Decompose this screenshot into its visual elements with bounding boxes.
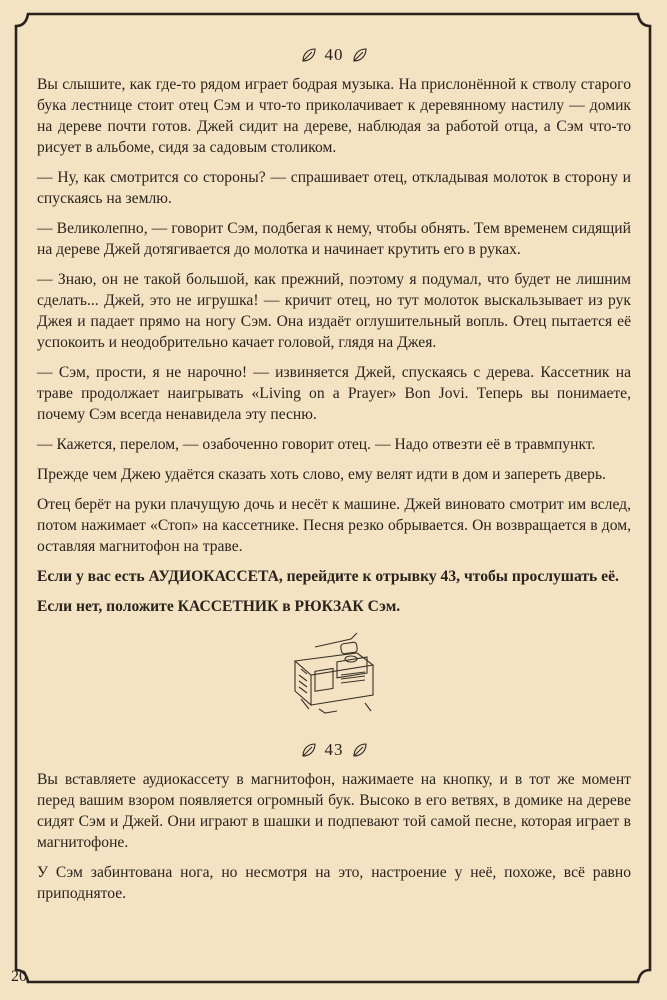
paragraph: — Великолепно, — говорит Сэм, подбегая к нему, чтобы обнять. Тем временем сидящий на дереве Джей дотягивается до молотка и начинает крутить его в руках.	[37, 220, 631, 258]
section-number: 43	[324, 740, 344, 759]
instruction-cassette-player: Если нет, положите КАССЕТНИК в РЮКЗАК Сэм.	[37, 598, 401, 615]
paragraph: Отец берёт на руки плачущую дочь и несёт к машине. Джей виновато смотрит им вслед, потом нажимает «Стоп» на кассетнике. Песня резко обрывается. Он возвращается в дом, оставляя магнитофон на траве.	[37, 496, 631, 555]
section-number: 40	[324, 45, 344, 64]
paragraph: — Сэм, прости, я не нарочно! — извиняется Джей, спускаясь с дерева. Кассетник на траве продолжает наигрывать «Living on a Prayer» Bon Jovi. Теперь вы понимаете, почему Сэм всегда ненавидела эту песню.	[37, 364, 631, 423]
leaf-icon	[301, 47, 317, 63]
paragraph: У Сэм забинтована нога, но несмотря на это, настроение у неё, похоже, всё равно приподнятое.	[37, 864, 631, 902]
cassette-player-icon	[279, 629, 389, 727]
leaf-icon	[352, 47, 368, 63]
section-heading-43	[37, 739, 631, 761]
paragraph: Вы вставляете аудиокассету в магнитофон, нажимаете на кнопку, и в тот же момент перед вашим взором появляется огромный бук. Высоко в его ветвях, в домике на дереве сидят Сэм и Джей. Они играют в шашки и подпевают той самой песне, которая играет в магнитофоне.	[37, 771, 631, 851]
section-heading-40	[37, 44, 631, 66]
paragraph: — Ну, как смотрится со стороны? — спрашивает отец, откладывая молоток в сторону и спускаясь на землю.	[37, 169, 631, 207]
instruction-audiocassette: Если у вас есть АУДИОКАССЕТА, перейдите к отрывку 43, чтобы прослушать её.	[37, 568, 619, 585]
leaf-icon	[352, 742, 368, 758]
leaf-icon	[301, 742, 317, 758]
page-number: 20	[11, 968, 27, 985]
cassette-player-illustration	[37, 629, 631, 727]
paragraph: Прежде чем Джею удаётся сказать хоть слово, ему велят идти в дом и запереть дверь.	[37, 466, 606, 483]
page-content	[37, 44, 631, 913]
paragraph: — Кажется, перелом, — озабоченно говорит отец. — Надо отвезти её в травмпункт.	[37, 436, 596, 453]
paragraph: Вы слышите, как где-то рядом играет бодрая музыка. На прислонённой к стволу старого бука лестнице стоит отец Сэм и что-то приколачивает к деревянному настилу — домик на дереве почти готов. Джей сидит на дереве, наблюдая за работой отца, а Сэм что-то рисует в альбоме, сидя за садовым столиком.	[37, 76, 631, 156]
paragraph: — Знаю, он не такой большой, как прежний, поэтому я подумал, что будет не лишним сделать... Джей, это не игрушка! — кричит отец, но тут молоток выскальзывает из рук Джея и падает прямо на ногу Сэм. Она издаёт оглушительный вопль. Отец пытается её успокоить и неодобрительно качает головой, глядя на Джея.	[37, 271, 631, 351]
